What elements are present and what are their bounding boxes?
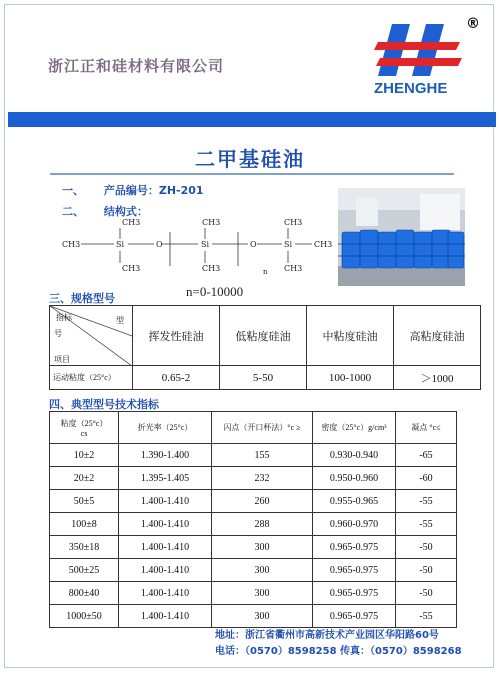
row-freeze: -55 (396, 490, 457, 513)
row-viscosity: 800±40 (50, 582, 119, 605)
row-viscosity: 100±8 (50, 513, 119, 536)
formula-ch3: CH3 (202, 218, 221, 227)
row-refractive: 1.400-1.410 (119, 490, 212, 513)
table-row (50, 536, 457, 559)
logo-wordmark: ZHENGHE (374, 80, 448, 97)
row-refractive: 1.400-1.410 (119, 559, 212, 582)
header-band (8, 112, 496, 127)
formula-ch3: CH3 (62, 240, 81, 249)
row-density: 0.955-0.965 (313, 490, 396, 513)
product-photo (338, 188, 465, 286)
row-flash: 260 (212, 490, 313, 513)
section-number: 二、 (62, 205, 84, 218)
row-refractive: 1.400-1.410 (119, 513, 212, 536)
formula-o: O (156, 240, 163, 249)
section-product-code (62, 182, 204, 198)
tech-header-density: 密度（25°c）g/cm³ (313, 412, 396, 444)
section-spec: 三、规格型号 (49, 292, 115, 305)
structural-formula (62, 218, 333, 278)
row-density: 0.950-0.960 (313, 467, 396, 490)
section-tech-index: 四、典型型号技术指标 (49, 398, 159, 411)
footer-phone: 电话：（0570）8598258 传真：（0570）8598268 (215, 646, 462, 657)
row-density: 0.960-0.970 (313, 513, 396, 536)
formula-ch3: CH3 (284, 264, 303, 273)
n-range: n=0-10000 (186, 284, 244, 299)
row-freeze: -55 (396, 513, 457, 536)
spec-header: 低粘度硅油 (220, 306, 307, 366)
section-number: 一、 (62, 184, 84, 197)
row-freeze: -55 (396, 605, 457, 628)
spec-corner-cell (50, 306, 133, 366)
spec-value: 5-50 (220, 366, 307, 390)
row-freeze: -50 (396, 582, 457, 605)
formula-o: O (250, 240, 257, 249)
row-density: 0.965-0.975 (313, 582, 396, 605)
formula-si: Si (201, 240, 210, 249)
row-flash: 288 (212, 513, 313, 536)
formula-subscript-n: n (263, 268, 268, 276)
row-flash: 300 (212, 605, 313, 628)
tech-header-flash: 闪点（开口杯法）°c ≥ (212, 412, 313, 444)
formula-si: Si (284, 240, 293, 249)
row-flash: 155 (212, 444, 313, 467)
row-viscosity: 20±2 (50, 467, 119, 490)
row-refractive: 1.400-1.410 (119, 536, 212, 559)
header-text: 粘度（25°c） (60, 418, 108, 428)
tech-table-body (50, 444, 457, 628)
spec-header: 中粘度硅油 (307, 306, 394, 366)
formula-si: Si (116, 240, 125, 249)
corner-label-item: 项目 (54, 355, 70, 364)
formula-ch3: CH3 (314, 240, 333, 249)
spec-value: ＞1000 (394, 366, 481, 390)
spec-table (49, 305, 481, 390)
row-freeze: -60 (396, 467, 457, 490)
tech-header-refractive: 折光率（25°c） (119, 412, 212, 444)
row-density: 0.965-0.975 (313, 605, 396, 628)
row-flash: 300 (212, 536, 313, 559)
section-label: 结构式： (103, 205, 148, 218)
row-refractive: 1.400-1.410 (119, 582, 212, 605)
row-flash: 232 (212, 467, 313, 490)
row-refractive: 1.400-1.410 (119, 605, 212, 628)
spec-header: 挥发性硅油 (133, 306, 220, 366)
section-label: 产品编号：ZH-201 (103, 184, 204, 197)
spec-row-label: 运动粘度（25°c） (50, 366, 133, 390)
spec-header: 高粘度硅油 (394, 306, 481, 366)
table-row (50, 605, 457, 628)
row-freeze: -50 (396, 536, 457, 559)
title-underline (50, 173, 454, 175)
row-freeze: -50 (396, 559, 457, 582)
company-name: 浙江正和硅材料有限公司 (48, 57, 225, 75)
footer-address: 地址：浙江省衢州市高新技术产业园区华阳路60号 (215, 630, 439, 641)
row-density: 0.965-0.975 (313, 559, 396, 582)
row-density: 0.965-0.975 (313, 536, 396, 559)
row-refractive: 1.390-1.400 (119, 444, 212, 467)
row-viscosity: 50±5 (50, 490, 119, 513)
row-flash: 300 (212, 582, 313, 605)
tech-header-freeze: 凝点 °c≤ (396, 412, 457, 444)
row-viscosity: 1000±50 (50, 605, 119, 628)
formula-ch3: CH3 (284, 218, 303, 227)
formula-ch3: CH3 (122, 218, 141, 227)
row-refractive: 1.395-1.405 (119, 467, 212, 490)
registered-mark: ® (466, 16, 480, 32)
table-row (50, 490, 457, 513)
row-viscosity: 10±2 (50, 444, 119, 467)
tech-table (49, 411, 457, 628)
corner-label-number: 号 (54, 329, 62, 338)
corner-label-model: 型 (116, 316, 124, 325)
formula-bonds (62, 218, 332, 278)
product-title: 二甲基硅油 (195, 147, 305, 171)
table-row (50, 559, 457, 582)
row-viscosity: 350±18 (50, 536, 119, 559)
formula-ch3: CH3 (202, 264, 221, 273)
tech-header-viscosity (50, 412, 119, 444)
section-structure (62, 203, 148, 219)
row-density: 0.930-0.940 (313, 444, 396, 467)
table-row (50, 582, 457, 605)
header-unit: cs (80, 428, 88, 438)
row-viscosity: 500±25 (50, 559, 119, 582)
row-flash: 300 (212, 559, 313, 582)
table-row (50, 444, 457, 467)
spec-value: 0.65-2 (133, 366, 220, 390)
spec-value: 100-1000 (307, 366, 394, 390)
formula-ch3: CH3 (122, 264, 141, 273)
table-row (50, 513, 457, 536)
table-row (50, 467, 457, 490)
corner-label-index: 指标 (56, 313, 72, 322)
row-freeze: -65 (396, 444, 457, 467)
